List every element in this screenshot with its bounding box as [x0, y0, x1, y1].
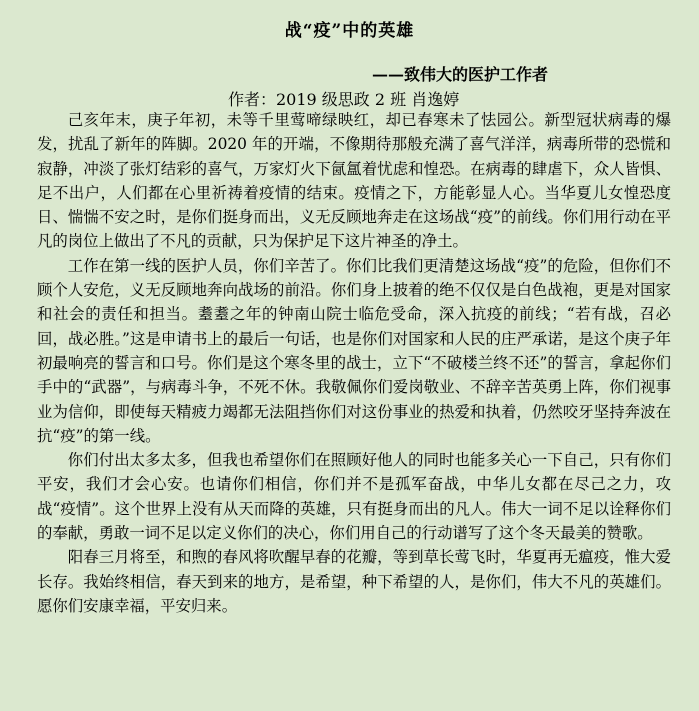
article-title: 战“疫”中的英雄 [284, 21, 415, 41]
article-body [37, 108, 671, 618]
paragraph-2: 工作在第一线的医护人员，你们辛苦了。你们比我们更清楚这场战“疫”的危险，但你们不顾个人安危，义无反顾地奔向战场的前沿。你们身上披着的绝不仅仅是白色战袍，更是对国家和社会的责任和担当。耋耋之年的钟南山院士临危受命，深入抗疫的前线；“若有战，召必回，战必胜。”这是申请书上的最后一句话，也是你们对国家和人民的庄严承诺，是这个庚子年初最响亮的誓言和口号。你们是这个寒冬里的战士，立下“不破楼兰终不还”的誓言，拿起你们手中的“武器”，与病毒斗争，不死不休。我敬佩你们爱岗敬业、不辞辛苦英勇上阵，你们视事业为信仰，即使每天精疲力竭都无法阻挡你们对这份事业的热爱和执着，仍然咬牙坚持奔波在抗“疫”的第一线。 [37, 256, 671, 445]
paragraph-4: 阳春三月将至，和煦的春风将吹醒早春的花瓣，等到草长莺飞时，华夏再无瘟疫，惟大爱长存。我始终相信，春天到来的地方，是希望，种下希望的人，是你们，伟大不凡的英雄们。愿你们安康幸福，平安归来。 [37, 548, 671, 615]
article-subtitle: ——致伟大的医护工作者 [372, 65, 549, 84]
paragraph-3: 你们付出太多太多，但我也希望你们在照顾好他人的同时也能多关心一下自己，只有你们平安，我们才会心安。也请你们相信，你们并不是孤军奋战，中华儿女都在尽己之力，攻战“疫情”。这个世界上没有从天而降的英雄，只有挺身而出的凡人。伟大一词不足以诠释你们的奉献，勇敢一词不足以定义你们的决心，你们用自己的行动谱写了这个冬天最美的赞歌。 [37, 451, 671, 543]
author-line: 作者：2019 级思政 2 班 肖逸婷 [228, 90, 460, 109]
paragraph-1: 己亥年末，庚子年初，未等千里莺啼绿映红，却已春寒未了怯园公。新型冠状病毒的爆发，扰乱了新年的阵脚。2020 年的开端，不像期待那般充满了喜气洋洋，病毒所带的恐慌和寂静，冲淡了张灯结彩的喜气，万家灯火下氤氲着忧虑和惶恐。在病毒的肆虐下，众人皆惧、足不出户，人们都在心里祈祷着疫情的结束。疫情之下，方能彰显人心。当华夏儿女惶恐度日、惴惴不安之时，是你们挺身而出，义无反顾地奔走在这场战“疫”的前线。你们用行动在平凡的岗位上做出了不凡的贡献，只为保护足下这片神圣的净土。 [37, 111, 671, 251]
